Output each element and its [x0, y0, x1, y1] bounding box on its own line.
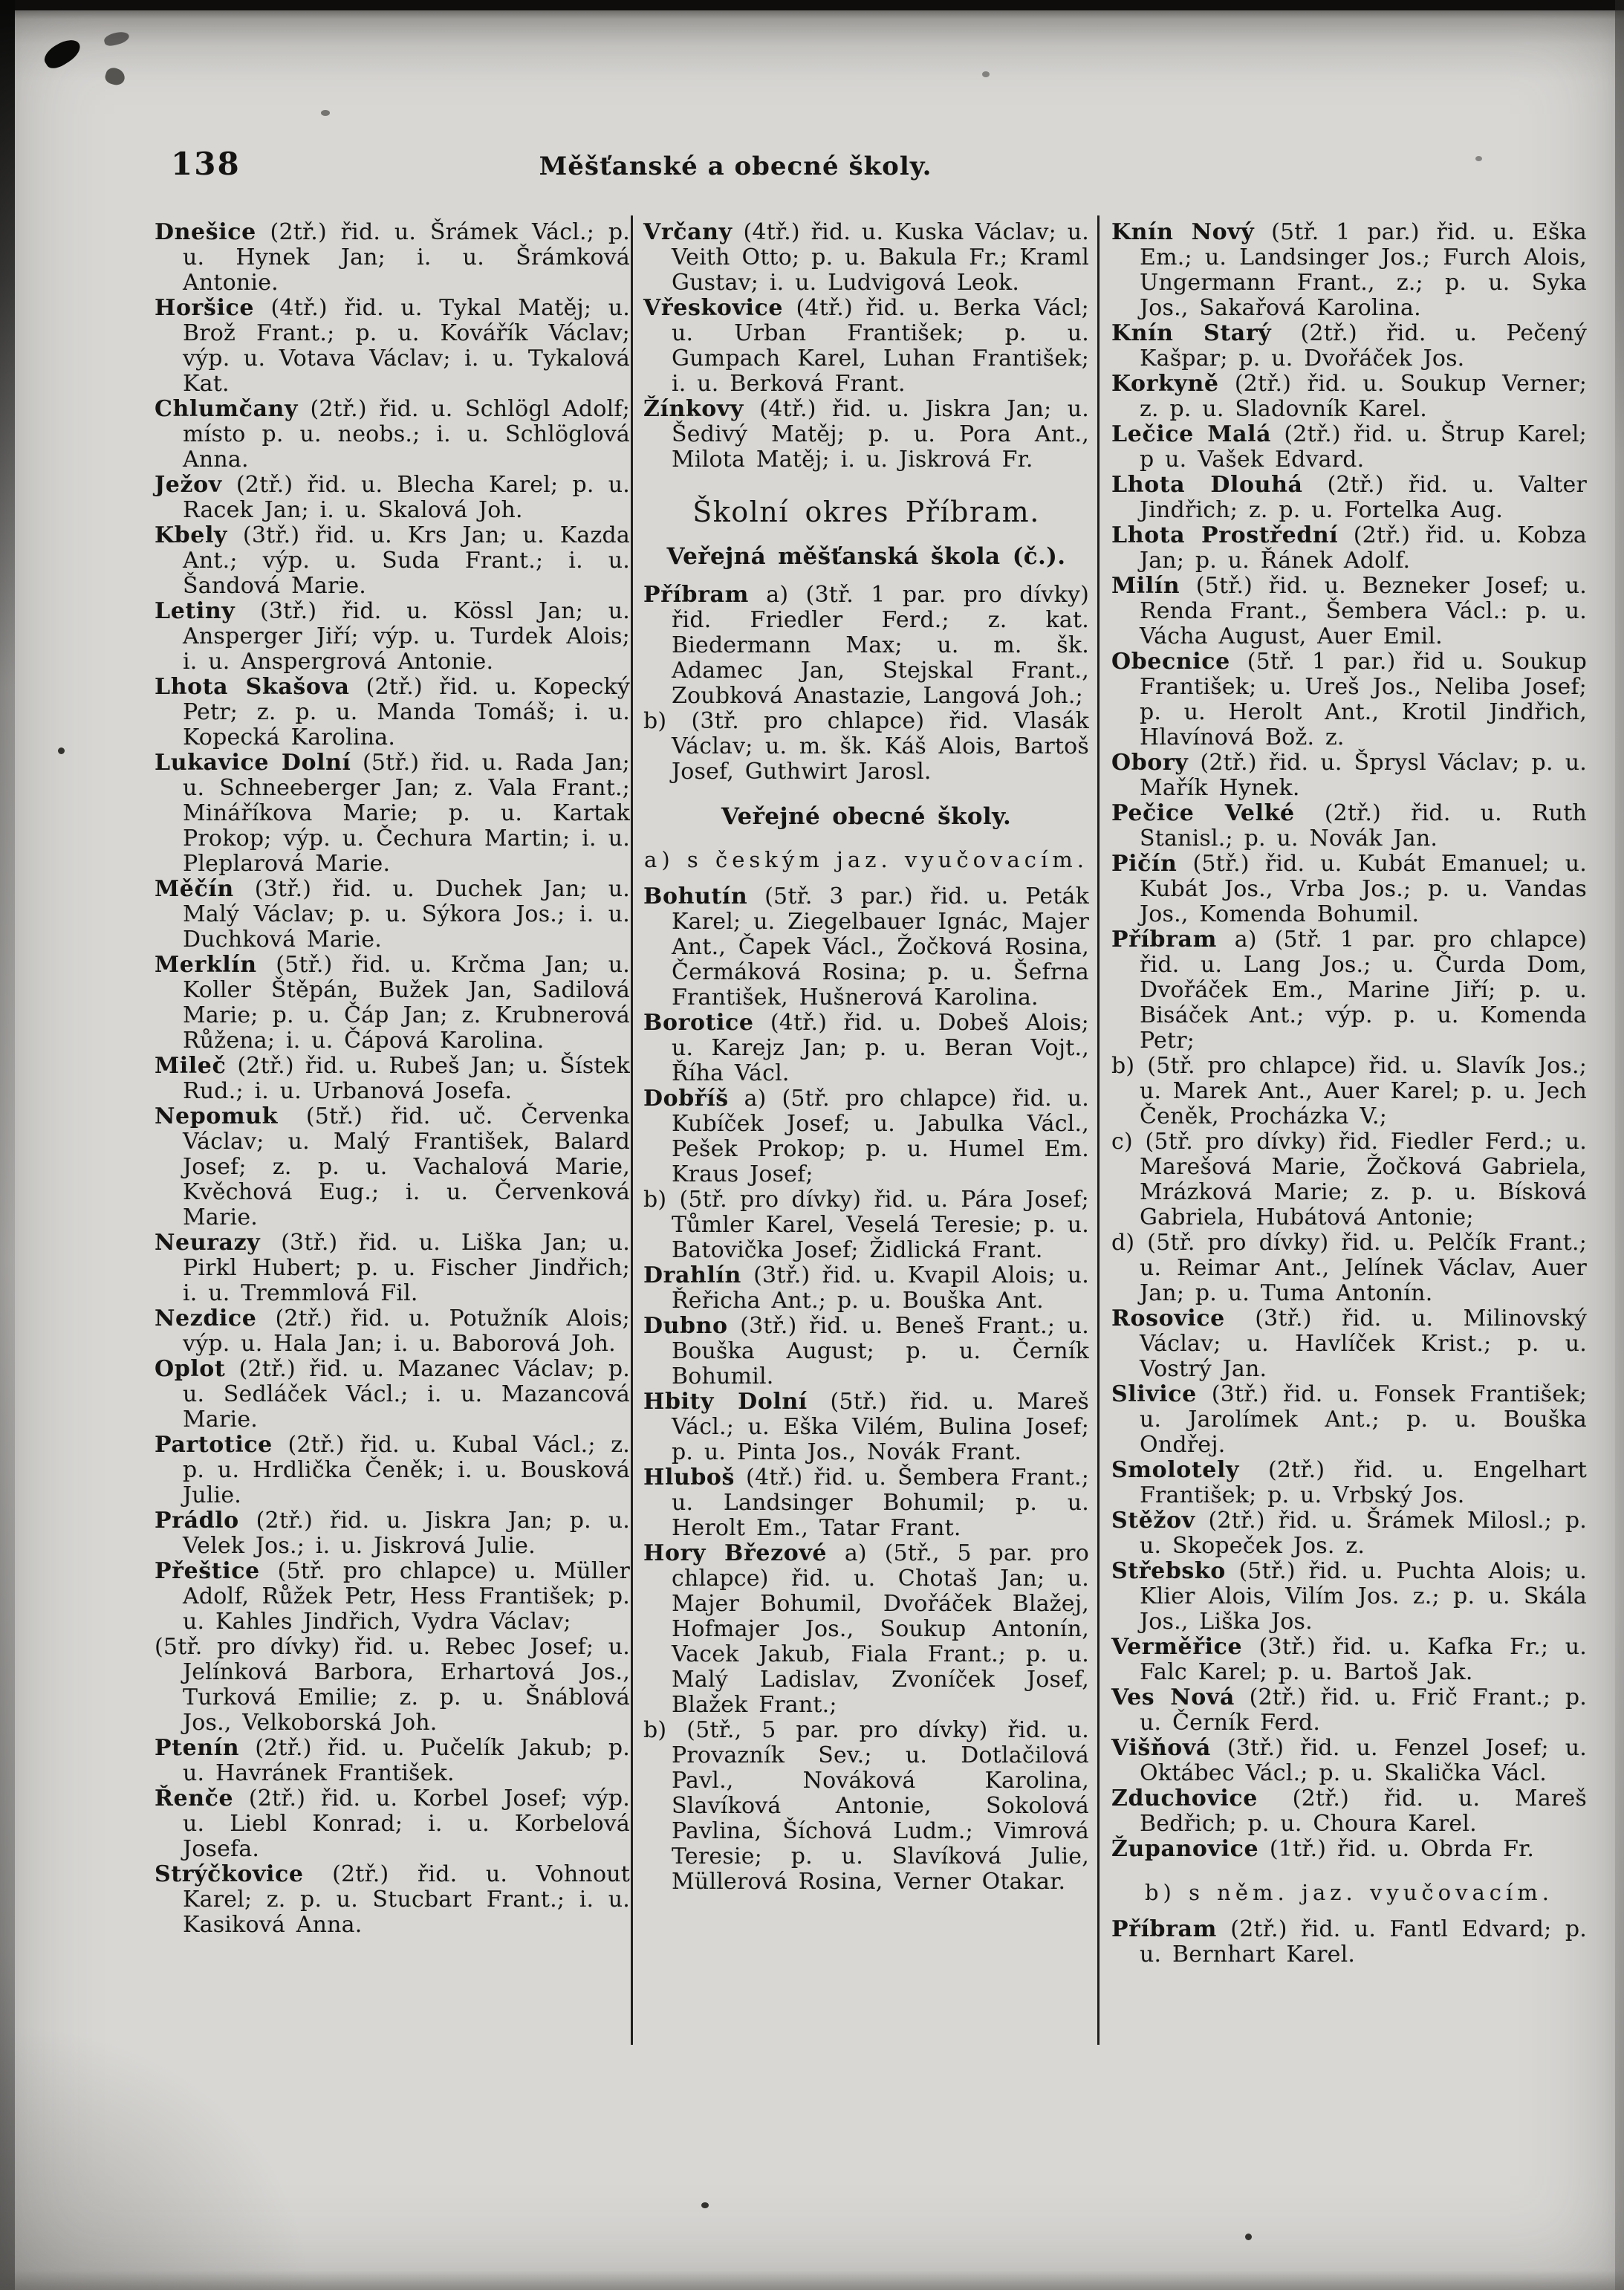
place-name: Přeštice [155, 1558, 260, 1584]
column-divider [1097, 215, 1100, 2045]
place-name: Dobříš [643, 1086, 729, 1112]
school-entry: Višňová (3tř.) řid. u. Fenzel Josef; u. Oktábec Václ.; p. u. Skalička Václ. [1111, 1735, 1587, 1786]
scan-speck [321, 110, 330, 116]
place-name: Hory Březové [643, 1540, 828, 1566]
scan-top-edge [0, 0, 1624, 10]
place-name: Oplot [155, 1356, 226, 1382]
school-entry: Drahlín (3tř.) řid. u. Kvapil Alois; u. Řeřicha Ant.; p. u. Bouška Ant. [643, 1262, 1089, 1314]
place-name: Višňová [1111, 1735, 1211, 1761]
school-entry: Pečice Velké (2tř.) řid. u. Ruth Stanisl.; p. u. Novák Jan. [1111, 800, 1587, 852]
school-entry: Lečice Malá (2tř.) řid. u. Štrup Karel; p u. Vašek Edvard. [1111, 421, 1587, 473]
school-entry: Nepomuk (5tř.) řid. uč. Červenka Václav; u. Malý František, Balard Josef; z. p. u. Vachalová Marie, Kvěchová Eug.; i. u. Červenková Marie. [155, 1103, 630, 1230]
school-entry: Obecnice (5tř. 1 par.) řid u. Soukup František; u. Ureš Jos., Neliba Josef; p. u. Herolt Ant., Krotil Jindřich, Hlavínová Bož. z. [1111, 649, 1587, 750]
district-heading: Školní okres Příbram. [692, 496, 1040, 528]
scan-top-shading [0, 0, 1624, 82]
place-name: Vřeskovice [643, 295, 784, 321]
school-entry: Příbram (2tř.) řid. u. Fantl Edvard; p. u. Bernhart Karel. [1111, 1916, 1587, 1968]
place-name: Slivice [1111, 1381, 1197, 1407]
school-entry: Oplot (2tř.) řid. u. Mazanec Václav; p. u. Sedláček Václ.; i. u. Mazancová Marie. [155, 1356, 630, 1433]
school-entry: Pičín (5tř.) řid. u. Kubát Emanuel; u. Kubát Jos., Vrba Jos.; p. u. Vandas Jos., Komenda Bohumil. [1111, 851, 1587, 927]
scan-corner-haze [0, 2023, 312, 2290]
school-entry: b) (3tř. pro chlapce) řid. Vlasák Václav; u. m. šk. Káš Alois, Bartoš Josef, Guthwirt Jarosl. [643, 708, 1089, 785]
place-name: Ves Nová [1111, 1684, 1235, 1710]
school-entry: Smolotely (2tř.) řid. u. Engelhart František; p. u. Vrbský Jos. [1111, 1457, 1587, 1508]
place-name: Borotice [643, 1010, 754, 1036]
school-entry: Žínkovy (4tř.) řid. u. Jiskra Jan; u. Šedivý Matěj; p. u. Pora Ant., Milota Matěj; i. u. Jiskrová Fr. [643, 396, 1089, 473]
school-entry: Milín (5tř.) řid. u. Bezneker Josef; u. Renda Frant., Šembera Václ.: p. u. Vácha August, Auer Emil. [1111, 573, 1587, 649]
scan-speck [701, 2202, 709, 2208]
language-heading: a) s českým jaz. vyučovacím. [644, 847, 1088, 872]
place-name: Pičín [1111, 851, 1178, 877]
school-entry: b) (5tř. pro dívky) řid. u. Pára Josef; Tůmler Karel, Veselá Teresie; p. u. Batovička Josef; Židlická Frant. [643, 1187, 1089, 1263]
school-entry: Bohutín (5tř. 3 par.) řid. u. Peták Karel; u. Ziegelbauer Ignác, Majer Ant., Čapek Václ., Žočková Rosina, Čermáková Rosina; p. u. Šefrna František, Hušnerová Karolina. [643, 883, 1089, 1011]
school-entry: Ježov (2tř.) řid. u. Blecha Karel; p. u. Racek Jan; i. u. Skalová Joh. [155, 472, 630, 523]
place-name: Horšice [155, 295, 254, 321]
place-name: Vrčany [643, 219, 733, 245]
school-entry: Lhota Skašova (2tř.) řid. u. Kopecký Petr; z. p. u. Manda Tomáš; i. u. Kopecká Karolina. [155, 674, 630, 750]
school-entry: Chlumčany (2tř.) řid. u. Schlögl Adolf; místo p. u. neobs.; i. u. Schlöglová Anna. [155, 396, 630, 473]
school-entry: Mileč (2tř.) řid. u. Rubeš Jan; u. Šístek Rud.; i. u. Urbanová Josefa. [155, 1053, 630, 1104]
school-entry: Hory Březové a) (5tř., 5 par. pro chlapce) řid. u. Chotaš Jan; u. Majer Bohumil, Dvořáček Blažej, Hofmajer Jos., Soukup Antonín, Vacek Jakub, Fiala Frant.; p. u. Malý Ladislav, Zvoníček Josef, Blažek Frant.; [643, 1540, 1089, 1718]
place-name: Pečice Velké [1111, 800, 1295, 826]
place-name: Ptenín [155, 1735, 240, 1761]
place-name: Strýčkovice [155, 1861, 304, 1887]
school-entry: Stěžov (2tř.) řid. u. Šrámek Milosl.; p. u. Skopeček Jos. z. [1111, 1508, 1587, 1559]
school-entry: Merklín (5tř.) řid. u. Krčma Jan; u. Koller Štěpán, Bužek Jan, Sadilová Marie; p. u. Čáp Jan; z. Krubnerová Růžena; i. u. Čápová Karolina. [155, 952, 630, 1054]
place-name: Příbram [1111, 1916, 1217, 1942]
scan-speck [1245, 2234, 1252, 2240]
scan-artifact [103, 30, 131, 48]
place-name: Neurazy [155, 1230, 261, 1256]
school-entry: Hbity Dolní (5tř.) řid. u. Mareš Václ.; u. Eška Vilém, Bulina Josef; p. u. Pinta Jos., Novák Frant. [643, 1389, 1090, 1465]
school-entry: Rosovice (3tř.) řid. u. Milinovský Václav; u. Havlíček Krist.; p. u. Vostrý Jan. [1111, 1305, 1587, 1382]
scan-bottom-edge [0, 2271, 1624, 2290]
scan-speck [1475, 156, 1482, 161]
school-entry: Hluboš (4tř.) řid. u. Šembera Frant.; u. Landsinger Bohumil; p. u. Herolt Em., Tatar Frant. [643, 1465, 1089, 1541]
place-name: Žínkovy [643, 396, 744, 422]
school-entry: Lukavice Dolní (5tř.) řid. u. Rada Jan; u. Schneeberger Jan; z. Vala Frant.; Mináříkova Marie; p. u. Kartak Prokop; výp. u. Čechura Martin; i. u. Pleplarová Marie. [155, 750, 630, 877]
language-heading: b) s něm. jaz. vyučovacím. [1144, 1880, 1554, 1905]
place-name: Županovice [1111, 1836, 1259, 1862]
scan-right-edge [1615, 0, 1624, 2290]
school-entry: Horšice (4tř.) řid. u. Tykal Matěj; u. Brož Frant.; p. u. Kovářík Václav; výp. u. Votava Václav; i. u. Tykalová Kat. [155, 295, 630, 397]
place-name: Kbely [155, 522, 227, 548]
place-name: Lhota Dlouhá [1111, 472, 1303, 498]
school-entry: Příbram a) (5tř. 1 par. pro chlapce) řid. u. Lang Jos.; u. Čurda Dom, Dvořáček Em., Marine Jiří; p. u. Bisáček Ant.; výp. p. u. Komenda Petr; [1111, 927, 1587, 1054]
school-entry: Nezdice (2tř.) řid. u. Potužník Alois; výp. u. Hala Jan; i. u. Baborová Joh. [155, 1305, 630, 1357]
place-name: Letiny [155, 598, 236, 624]
scan-left-edge [0, 0, 15, 2290]
place-name: Lhota Prostřední [1111, 522, 1339, 548]
school-entry: c) (5tř. pro dívky) řid. Fiedler Ferd.; u. Marešová Marie, Žočková Gabriela, Mrázková Marie; z. p. u. Bísková Gabriela, Hubátová Antonie; [1111, 1129, 1587, 1230]
place-name: Prádlo [155, 1508, 239, 1534]
scan-artifact [103, 66, 127, 88]
school-entry: Střebsko (5tř.) řid. u. Puchta Alois; u. Klier Alois, Vilím Jos. z.; p. u. Skála Jos., Liška Jos. [1111, 1558, 1587, 1635]
place-name: Lhota Skašova [155, 674, 350, 700]
page-title: Měšťanské a obecné školy. [539, 152, 932, 181]
school-entry: Dubno (3tř.) řid. u. Beneš Frant.; u. Bouška August; p. u. Černík Bohumil. [643, 1313, 1089, 1389]
place-name: Lukavice Dolní [155, 750, 351, 776]
school-entry: Měčín (3tř.) řid. u. Duchek Jan; u. Malý Václav; p. u. Sýkora Jos.; i. u. Duchková Marie. [155, 876, 630, 953]
school-entry: Dobříš a) (5tř. pro chlapce) řid. u. Kubíček Josef; u. Jabulka Václ., Pešek Prokop; p. u. Humel Em. Kraus Josef; [643, 1086, 1089, 1187]
place-name: Knín Starý [1111, 320, 1272, 346]
place-name: Drahlín [643, 1262, 741, 1288]
place-name: Dubno [643, 1313, 728, 1339]
school-entry: Vřeskovice (4tř.) řid. u. Berka Václ; u. Urban František; p. u. Gumpach Karel, Luhan František; i. u. Berková Frant. [643, 295, 1089, 397]
school-entry: Dnešice (2tř.) řid. u. Šrámek Václ.; p. u. Hynek Jan; i. u. Šrámková Antonie. [155, 219, 630, 296]
school-entry: Slivice (3tř.) řid. u. Fonsek František; u. Jarolímek Ant.; p. u. Bouška Ondřej. [1111, 1381, 1587, 1458]
school-entry: Obory (2tř.) řid. u. Šprysl Václav; p. u. Mařík Hynek. [1111, 750, 1587, 801]
school-entry: Županovice (1tř.) řid. u. Obrda Fr. [1111, 1836, 1535, 1862]
school-entry: Letiny (3tř.) řid. u. Kössl Jan; u. Ansperger Jiří; výp. u. Turdek Alois; i. u. Anspergrová Antonie. [155, 598, 630, 675]
place-name: Ježov [155, 472, 222, 498]
place-name: Korkyně [1111, 371, 1219, 397]
school-entry: Partotice (2tř.) řid. u. Kubal Václ.; z. p. u. Hrdlička Čeněk; i. u. Bousková Julie. [155, 1432, 630, 1508]
school-entry: b) (5tř. pro chlapce) řid. u. Slavík Jos.; u. Marek Ant., Auer Karel; p. u. Jech Čeněk, Procházka V.; [1111, 1053, 1587, 1129]
school-entry: Vrčany (4tř.) řid. u. Kuska Václav; u. Veith Otto; p. u. Bakula Fr.; Kraml Gustav; i. u. Ludvigová Leok. [643, 219, 1089, 296]
directory-column-2 [643, 220, 1089, 1895]
school-entry: Ves Nová (2tř.) řid. u. Frič Frant.; p. u. Černík Ferd. [1111, 1684, 1588, 1736]
school-entry: Příbram a) (3tř. 1 par. pro dívky) řid. Friedler Ferd.; z. kat. Biedermann Max; u. m. šk. Adamec Jan, Stejskal Frant., Zoubková Anastazie, Langová Joh.; [643, 582, 1089, 709]
school-entry: Neurazy (3tř.) řid. u. Liška Jan; u. Pirkl Hubert; p. u. Fischer Jindřich; i. u. Tremmlová Fil. [155, 1230, 630, 1306]
section-heading: Veřejné obecné školy. [721, 803, 1012, 830]
place-name: Rosovice [1111, 1305, 1225, 1331]
school-entry: Prádlo (2tř.) řid. u. Jiskra Jan; p. u. Velek Jos.; i. u. Jiskrová Julie. [155, 1508, 630, 1559]
school-entry: Verměřice (3tř.) řid. u. Kafka Fr.; u. Falc Karel; p. u. Bartoš Jak. [1111, 1634, 1587, 1685]
place-name: Nepomuk [155, 1103, 279, 1129]
school-entry: Kbely (3tř.) řid. u. Krs Jan; u. Kazda Ant.; výp. u. Suda Frant.; i. u. Šandová Marie. [155, 522, 630, 599]
place-name: Smolotely [1111, 1457, 1239, 1483]
place-name: Hbity Dolní [643, 1389, 808, 1415]
place-name: Střebsko [1111, 1558, 1226, 1584]
place-name: Příbram [1111, 927, 1217, 953]
school-entry: Lhota Prostřední (2tř.) řid. u. Kobza Jan; p. u. Řánek Adolf. [1111, 522, 1587, 574]
school-entry: b) (5tř., 5 par. pro dívky) řid. u. Provazník Sev.; u. Dotlačilová Pavl., Nováková Karolina, Slavíková Antonie, Sokolová Pavlina, Šíchová Ludm.; Vimrová Teresie; p. u. Slavíková Julie, Müllerová Rosina, Verner Otakar. [643, 1717, 1089, 1895]
place-name: Příbram [643, 582, 749, 608]
place-name: Verměřice [1111, 1634, 1243, 1660]
place-name: Dnešice [155, 219, 256, 245]
place-name: Obecnice [1111, 649, 1230, 675]
place-name: Měčín [155, 876, 234, 902]
school-entry: d) (5tř. pro dívky) řid. u. Pelčík Frant.; u. Reimar Ant., Jelínek Václav, Auer Jan; p. u. Tuma Antonín. [1111, 1230, 1587, 1306]
place-name: Lečice Malá [1111, 421, 1272, 447]
scan-speck [58, 747, 65, 754]
place-name: Bohutín [643, 883, 748, 909]
place-name: Nezdice [155, 1305, 257, 1331]
place-name: Partotice [155, 1432, 273, 1458]
column-divider [631, 215, 633, 2045]
scan-artifact [41, 34, 85, 72]
directory-column-1 [155, 220, 630, 1938]
school-entry: Knín Nový (5tř. 1 par.) řid. u. Eška Em.; u. Landsinger Jos.; Furch Alois, Ungermann Frant., z.; p. u. Syka Jos., Sakařová Karolina. [1111, 219, 1588, 321]
place-name: Stěžov [1111, 1508, 1195, 1534]
place-name: Merklín [155, 952, 257, 978]
place-name: Milín [1111, 573, 1180, 599]
school-entry: Borotice (4tř.) řid. u. Dobeš Alois; u. Karejz Jan; p. u. Beran Vojt., Říha Václ. [643, 1010, 1089, 1086]
place-name: Řenče [155, 1785, 234, 1811]
school-entry: Knín Starý (2tř.) řid. u. Pečený Kašpar; p. u. Dvořáček Jos. [1111, 320, 1587, 372]
section-heading: Veřejná měšťanská škola (č.). [666, 543, 1066, 570]
school-entry: Řenče (2tř.) řid. u. Korbel Josef; výp. u. Liebl Konrad; i. u. Korbelová Josefa. [155, 1785, 630, 1862]
school-entry: Ptenín (2tř.) řid. u. Pučelík Jakub; p. u. Havránek František. [155, 1735, 630, 1786]
school-entry: Zduchovice (2tř.) řid. u. Mareš Bedřich; p. u. Choura Karel. [1111, 1785, 1587, 1837]
place-name: Obory [1111, 750, 1189, 776]
scan-speck [982, 71, 990, 77]
place-name: Chlumčany [155, 396, 298, 422]
place-name: Knín Nový [1111, 219, 1255, 245]
school-entry: Lhota Dlouhá (2tř.) řid. u. Valter Jindřich; z. p. u. Fortelka Aug. [1111, 472, 1587, 523]
place-name: Zduchovice [1111, 1785, 1258, 1811]
school-entry: (5tř. pro dívky) řid. u. Rebec Josef; u. Jelínková Barbora, Erhartová Jos., Turková Emilie; z. p. u. Šnáblová Jos., Velkoborská Joh. [155, 1634, 630, 1736]
school-entry: Strýčkovice (2tř.) řid. u. Vohnout Karel; z. p. u. Stucbart Frant.; i. u. Kasiková Anna. [155, 1861, 630, 1938]
school-entry: Korkyně (2tř.) řid. u. Soukup Verner; z. p. u. Sladovník Karel. [1111, 371, 1587, 422]
directory-column-3 [1111, 220, 1587, 1968]
place-name: Mileč [155, 1053, 227, 1079]
school-entry: Přeštice (5tř. pro chlapce) u. Müller Adolf, Růžek Petr, Hess František; p. u. Kahles Jindřich, Vydra Václav; [155, 1558, 630, 1635]
page-number: 138 [171, 146, 241, 182]
place-name: Hluboš [643, 1465, 735, 1491]
